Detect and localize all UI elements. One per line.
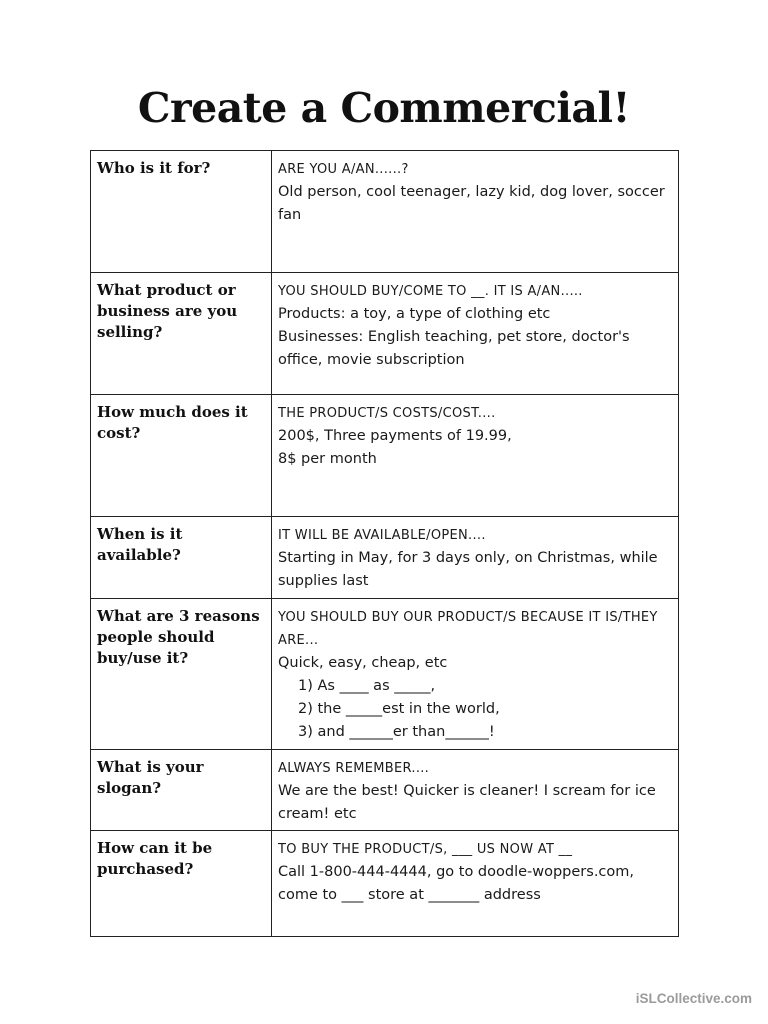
table-row xyxy=(91,517,679,599)
question-cell: What are 3 reasons people should buy/use it? xyxy=(91,599,272,750)
answer-cell xyxy=(272,599,679,750)
example-text: Old person, cool teenager, lazy kid, dog lover, soccer fan xyxy=(278,184,665,223)
example-text: 200$, Three payments of 19.99, xyxy=(278,428,512,444)
table-row xyxy=(91,599,679,750)
answer-cell xyxy=(272,395,679,517)
answer-cell xyxy=(272,151,679,273)
table-row xyxy=(91,151,679,273)
table-row xyxy=(91,395,679,517)
answer-prompt: YOU SHOULD BUY OUR PRODUCT/S BECAUSE IT IS/THEY ARE... xyxy=(278,610,658,648)
numbered-reason-2: 2) the _____est in the world, xyxy=(298,701,500,717)
question-cell: What product or business are you selling? xyxy=(91,273,272,395)
question-cell: What is your slogan? xyxy=(91,750,272,831)
answer-prompt: TO BUY THE PRODUCT/S, ___ US NOW AT __ xyxy=(278,842,573,857)
answer-cell xyxy=(272,517,679,599)
answer-cell xyxy=(272,831,679,937)
table-row xyxy=(91,831,679,937)
example-text: Quick, easy, cheap, etc xyxy=(278,655,448,671)
answer-prompt: YOU SHOULD BUY/COME TO __. IT IS A/AN..... xyxy=(278,284,583,299)
question-cell: Who is it for? xyxy=(91,151,272,273)
watermark: iSLCollective.com xyxy=(635,991,752,1006)
example-text: Starting in May, for 3 days only, on Christmas, while supplies last xyxy=(278,550,658,589)
table-row xyxy=(91,750,679,831)
question-cell: When is it available? xyxy=(91,517,272,599)
example-text: We are the best! Quicker is cleaner! I scream for ice cream! etc xyxy=(278,783,656,822)
answer-prompt: ALWAYS REMEMBER.... xyxy=(278,761,430,776)
answer-prompt: THE PRODUCT/S COSTS/COST.... xyxy=(278,406,496,421)
answer-cell xyxy=(272,750,679,831)
example-text: Products: a toy, a type of clothing etc xyxy=(278,306,551,322)
page-title: Create a Commercial! xyxy=(137,84,631,132)
example-text: Businesses: English teaching, pet store, doctor's office, movie subscription xyxy=(278,329,630,368)
commercial-worksheet-table xyxy=(90,150,679,937)
example-text: Call 1-800-444-4444, go to doodle-woppers.com, come to ___ store at _______ address xyxy=(278,864,635,903)
question-cell: How much does it cost? xyxy=(91,395,272,517)
example-text: 8$ per month xyxy=(278,451,377,467)
numbered-reason-3: 3) and ______er than______! xyxy=(298,724,495,740)
numbered-reason-1: 1) As ____ as _____, xyxy=(298,678,436,694)
answer-cell xyxy=(272,273,679,395)
question-cell: How can it be purchased? xyxy=(91,831,272,937)
answer-prompt: ARE YOU A/AN......? xyxy=(278,162,409,177)
table-row xyxy=(91,273,679,395)
answer-prompt: IT WILL BE AVAILABLE/OPEN.... xyxy=(278,528,486,543)
